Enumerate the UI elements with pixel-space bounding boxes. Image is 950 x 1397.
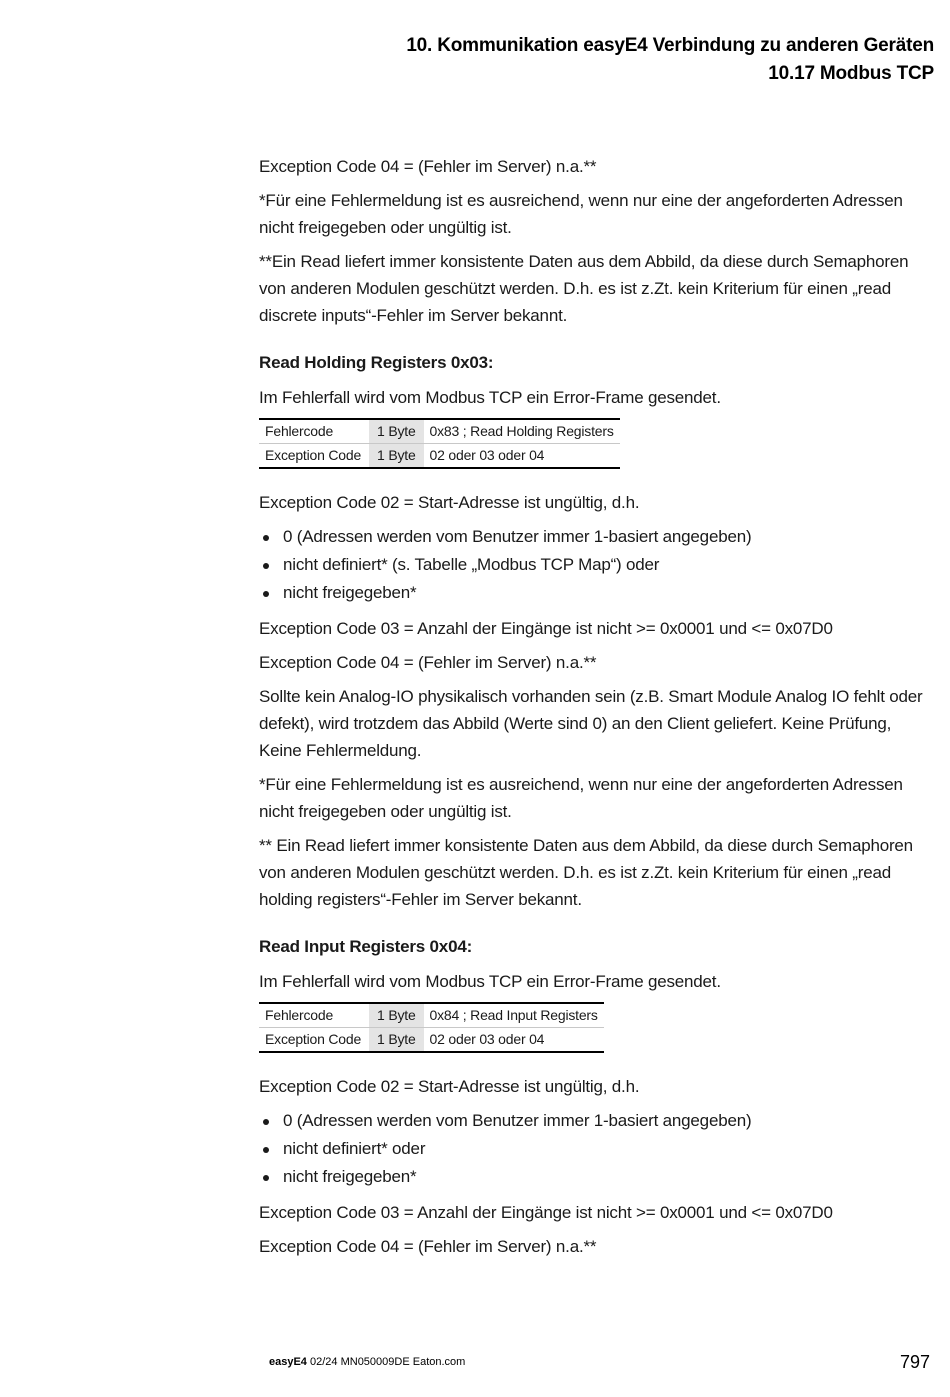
- input-exception-03: Exception Code 03 = Anzahl der Eingänge ist nicht >= 0x0001 und <= 0x07D0: [259, 1203, 833, 1222]
- list-item: 0 (Adressen werden vom Benutzer immer 1-basiert angegeben): [259, 1107, 935, 1135]
- holding-note-2: ** Ein Read liefert immer konsistente Daten aus dem Abbild, da diese durch Semaphoren von anderen Modulen geschützt werden. D.h. es ist z.Zt. kein Kriterium für einen „read holding registers“-Fehler im Server bekannt.: [259, 836, 913, 909]
- holding-note-1: *Für eine Fehlermeldung ist es ausreichend, wenn nur eine der angeforderten Adressen nicht freigegeben oder ungültig ist.: [259, 775, 903, 821]
- input-registers-heading: Read Input Registers 0x04:: [259, 937, 473, 956]
- table-cell-size: 1 Byte: [369, 1003, 424, 1028]
- input-lead: Im Fehlerfall wird vom Modbus TCP ein Error-Frame gesendet.: [259, 972, 721, 991]
- footer-info: 02/24 MN050009DE Eaton.com: [310, 1356, 466, 1368]
- input-exception-04: Exception Code 04 = (Fehler im Server) n.a.**: [259, 1237, 597, 1256]
- input-error-table: [259, 1002, 604, 1053]
- table-cell-value: 0x84 ; Read Input Registers: [424, 1003, 604, 1028]
- table-cell-size: 1 Byte: [369, 1028, 424, 1053]
- holding-exception-04: Exception Code 04 = (Fehler im Server) n.a.**: [259, 653, 597, 672]
- table-cell-value: 02 oder 03 oder 04: [429, 1031, 545, 1047]
- holding-error-table: [259, 418, 620, 469]
- intro-note-1: *Für eine Fehlermeldung ist es ausreichend, wenn nur eine der angeforderten Adressen nicht freigegeben oder ungültig ist.: [259, 191, 903, 237]
- holding-bullet-list: [259, 523, 935, 607]
- table-cell-name: Fehlercode: [259, 419, 369, 444]
- running-header: [406, 32, 934, 88]
- table-row: [259, 1028, 604, 1053]
- table-cell-value: 02 oder 03 oder 04: [429, 447, 545, 463]
- table-cell-value: 0x83 ; Read Holding Registers: [424, 419, 620, 444]
- list-item: 0 (Adressen werden vom Benutzer immer 1-basiert angegeben): [259, 523, 935, 551]
- table-row: [259, 1003, 604, 1028]
- table-cell-size: 1 Byte: [369, 444, 424, 469]
- intro-note-2: **Ein Read liefert immer konsistente Daten aus dem Abbild, da diese durch Semaphoren von anderen Modulen geschützt werden. D.h. es ist z.Zt. kein Kriterium für einen „read discrete inputs“-Fehler im Server bekannt.: [259, 252, 909, 325]
- holding-registers-heading: Read Holding Registers 0x03:: [259, 353, 494, 372]
- table-cell-size: 1 Byte: [369, 419, 424, 444]
- bullet-icon: [263, 535, 269, 541]
- list-item: nicht definiert* oder: [259, 1135, 935, 1163]
- holding-analog-note: Sollte kein Analog-IO physikalisch vorhanden sein (z.B. Smart Module Analog IO fehlt oder defekt), wird trotzdem das Abbild (Werte sind 0) an den Client geliefert. Keine Prüfung, Keine Fehlermeldung.: [259, 687, 923, 760]
- list-item: nicht freigegeben*: [259, 579, 935, 607]
- footer-product: easyE4: [269, 1356, 307, 1368]
- page-number: 797: [899, 1352, 930, 1372]
- bullet-icon: [263, 591, 269, 597]
- table-cell-name: Exception Code: [265, 447, 362, 463]
- holding-exception-03: Exception Code 03 = Anzahl der Eingänge ist nicht >= 0x0001 und <= 0x07D0: [259, 619, 833, 638]
- bullet-icon: [263, 1147, 269, 1153]
- list-item: nicht definiert* (s. Tabelle „Modbus TCP Map“) oder: [259, 551, 935, 579]
- bullet-icon: [263, 1175, 269, 1181]
- holding-lead: Im Fehlerfall wird vom Modbus TCP ein Error-Frame gesendet.: [259, 388, 721, 407]
- page-footer: [269, 1356, 465, 1368]
- table-cell-name: Fehlercode: [259, 1003, 369, 1028]
- table-row: [259, 419, 620, 444]
- list-item: nicht freigegeben*: [259, 1163, 935, 1191]
- bullet-icon: [263, 1119, 269, 1125]
- table-cell-name: Exception Code: [265, 1031, 362, 1047]
- section-title: 10.17 Modbus TCP: [768, 63, 934, 84]
- input-bullet-list: [259, 1107, 935, 1191]
- bullet-icon: [263, 563, 269, 569]
- table-row: [259, 444, 620, 469]
- holding-exception-02: Exception Code 02 = Start-Adresse ist ungültig, d.h.: [259, 493, 640, 512]
- input-exception-02: Exception Code 02 = Start-Adresse ist ungültig, d.h.: [259, 1077, 640, 1096]
- main-content: [259, 153, 935, 1267]
- intro-exception-04: Exception Code 04 = (Fehler im Server) n.a.**: [259, 157, 597, 176]
- chapter-title: 10. Kommunikation easyE4 Verbindung zu anderen Geräten: [406, 35, 934, 56]
